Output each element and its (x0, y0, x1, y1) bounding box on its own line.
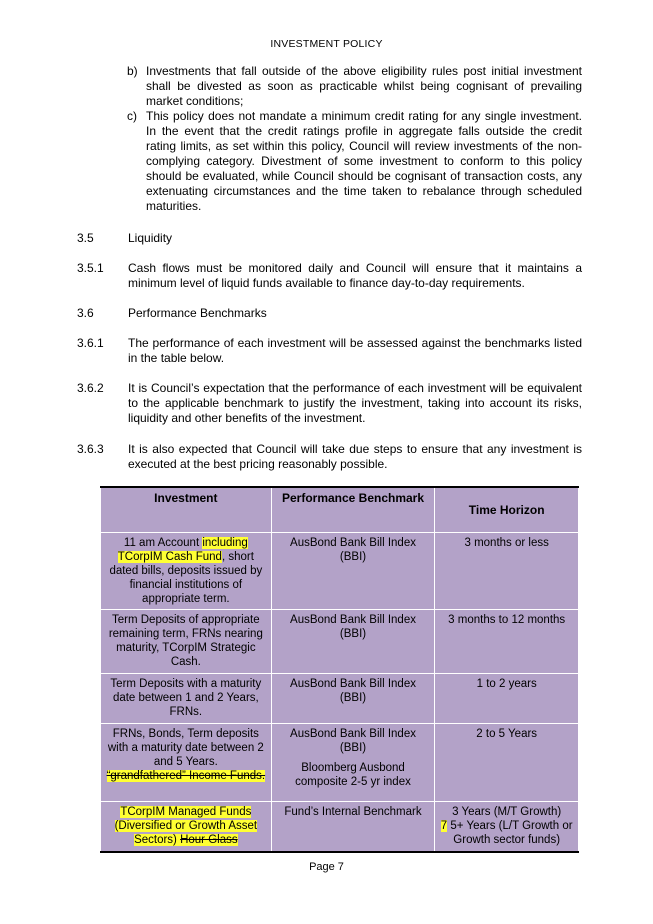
paragraph-3-6-3 (77, 442, 582, 472)
paragraph-text: The performance of each investment will be assessed against the benchmarks listed in the table below. (128, 336, 582, 365)
paragraph-number: 3.6.1 (77, 336, 104, 350)
paragraph-3-5-1 (77, 261, 582, 291)
paragraph-3-6-2 (77, 381, 582, 426)
list-item-c (127, 109, 582, 214)
paragraph-text: It is also expected that Council will take due steps to ensure that any investment is executed at the best pricing reasonably possible. (128, 442, 582, 471)
cell-investment (101, 802, 272, 853)
header-investment: Investment (101, 487, 272, 533)
cell-investment: Term Deposits with a maturity date between 1 and 2 Years, FRNs. (101, 674, 272, 724)
page-title: INVESTMENT POLICY (270, 38, 383, 50)
table-row (101, 674, 579, 724)
header-horizon: Time Horizon (435, 487, 579, 533)
paragraph-3-6-1 (77, 336, 582, 366)
paragraph-number: 3.6.2 (77, 381, 104, 395)
benchmark-table (100, 486, 579, 853)
highlighted-text: TCorpIM Managed Funds (Diversified or Growth Asset Sectors) (114, 806, 258, 846)
struck-text: Hour Glass (180, 834, 238, 846)
header-benchmark: Performance Benchmark (271, 487, 435, 533)
cell-benchmark: AusBond Bank Bill Index (BBI) (271, 533, 435, 610)
cell-horizon: 1 to 2 years (435, 674, 579, 724)
list-item-text: Investments that fall outside of the above eligibility rules post initial investment shall be divested as soon as practicable whilst being cognisant of prevailing market conditions; (146, 64, 582, 108)
cell-horizon: 2 to 5 Years (435, 724, 579, 802)
highlighted-text: 7 (440, 820, 448, 832)
struck-text: “grandfathered” Income Funds. (106, 770, 266, 782)
list-item-text: This policy does not mandate a minimum credit rating for any single investment. In the event that the credit ratings profile in aggregate falls outside the credit rating limits, as set within this policy, Council will review investments of the non-complying category. Divestment of some investment to conform to this policy should be evaluated, while Council should be cognisant of transaction costs, any extenuating circumstances and the time taken to rebalance through scheduled maturities. (146, 109, 582, 213)
section-number: 3.5 (77, 231, 94, 245)
table-header-row (101, 487, 579, 533)
paragraph-number: 3.5.1 (77, 261, 104, 275)
cell-horizon: 3 months or less (435, 533, 579, 610)
table-row (101, 724, 579, 802)
cell-investment: Term Deposits of appropriate remaining term, FRNs nearing maturity, TCorpIM Strategic Cash. (101, 610, 272, 674)
cell-benchmark: Fund’s Internal Benchmark (271, 802, 435, 853)
highlighted-text: including TCorpIM Cash Fund (117, 537, 248, 563)
paragraph-text: It is Council’s expectation that the performance of each investment will be equivalent to the applicable benchmark to justify the investment, taking into account its risks, liquidity and other benefits of the investment. (128, 381, 582, 425)
list-item-b (127, 64, 582, 109)
paragraph-text: Cash flows must be monitored daily and Council will ensure that it maintains a minimum level of liquid funds available to finance day-to-day requirements. (128, 261, 582, 290)
page-number: Page 7 (309, 861, 344, 873)
cell-horizon: 3 Years (M/T Growth) 7 5+ Years (L/T Growth or Growth sector funds) (435, 802, 579, 853)
section-title: Liquidity (128, 231, 173, 245)
cell-horizon: 3 months to 12 months (435, 610, 579, 674)
table-row (101, 802, 579, 853)
cell-benchmark: AusBond Bank Bill Index (BBI) (271, 610, 435, 674)
cell-benchmark: AusBond Bank Bill Index (BBI) (271, 674, 435, 724)
list-item-label: c) (127, 109, 137, 123)
table-row (101, 610, 579, 674)
cell-investment: 11 am Account including TCorpIM Cash Fund, short dated bills, deposits issued by financial institutions of appropriate term. (101, 533, 272, 610)
cell-benchmark: AusBond Bank Bill Index (BBI) Bloomberg Ausbond composite 2-5 yr index (271, 724, 435, 802)
section-title: Performance Benchmarks (128, 306, 267, 320)
paragraph-number: 3.6.3 (77, 442, 104, 456)
table-row (101, 533, 579, 610)
cell-investment: FRNs, Bonds, Term deposits with a maturity date between 2 and 5 Years. “grandfathered” Income Funds. (101, 724, 272, 802)
list-item-label: b) (127, 64, 138, 78)
section-number: 3.6 (77, 306, 94, 320)
